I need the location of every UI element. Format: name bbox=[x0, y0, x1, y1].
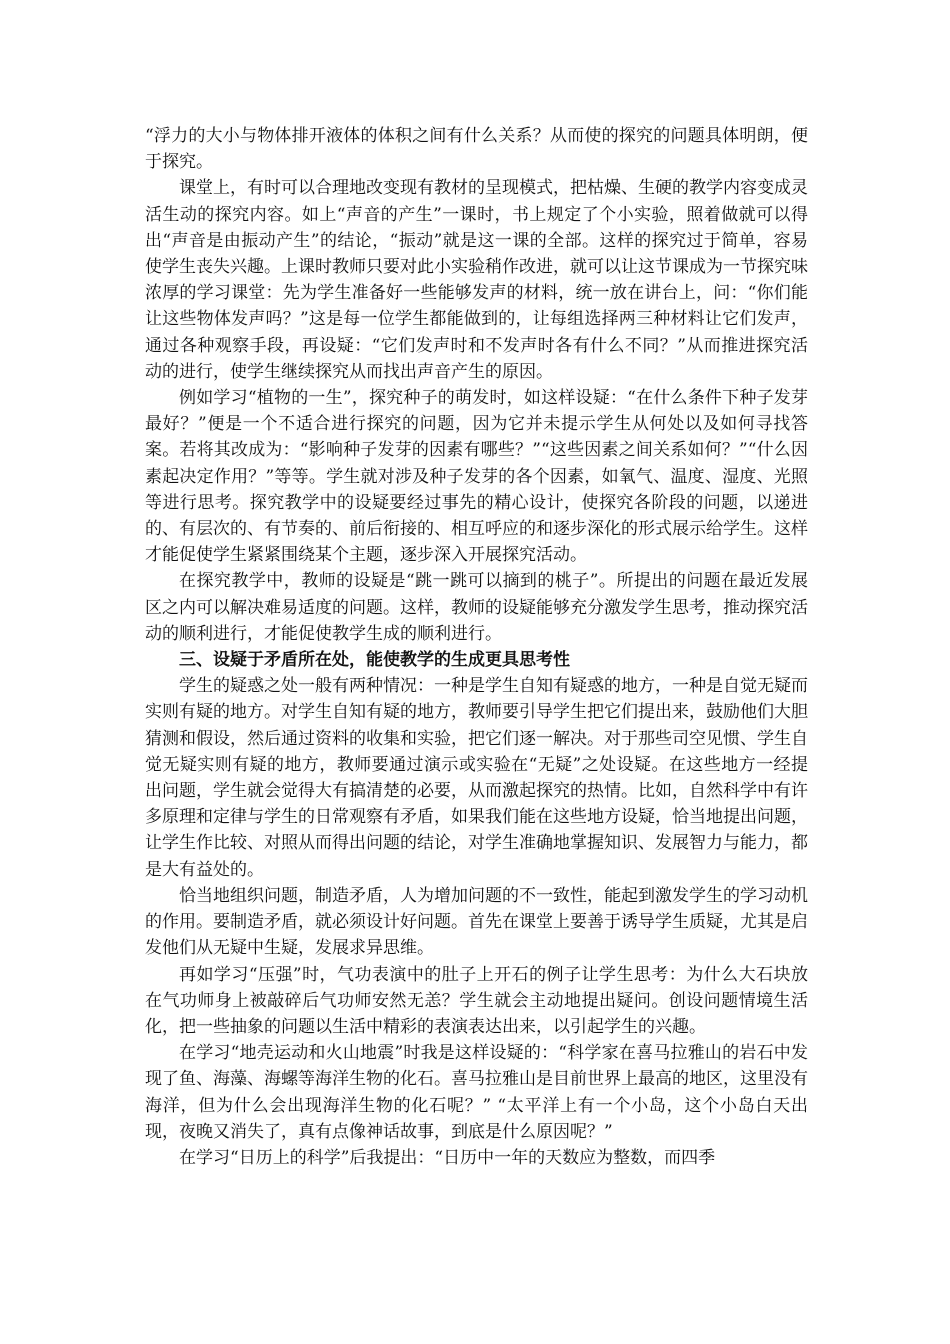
document-page bbox=[145, 123, 808, 1171]
paragraph: 例如学习“植物的一生”，探究种子的萌发时，如这样设疑：“在什么条件下种子发芽最好？”便是一个不适合进行探究的问题，因为它并未提示学生从何处以及如何寻找答案。若将其改成为：“影响种子发芽的因素有哪些？”“这些因素之间关系如何？”“什么因素起决定作用？”等等。学生就对涉及种子发芽的各个因素，如氧气、温度、湿度、光照等进行思考。探究教学中的设疑要经过事先的精心设计，使探究各阶段的问题，以递进的、有层次的、有节奏的、前后衔接的、相互呼应的和逐步深化的形式展示给学生。这样才能促使学生紧紧围绕某个主题，逐步深入开展探究活动。 bbox=[145, 388, 808, 566]
paragraph: 学生的疑惑之处一般有两种情况：一种是学生自知有疑惑的地方，一种是自觉无疑而实则有疑的地方。对学生自知有疑的地方，教师要引导学生把它们提出来，鼓励他们大胆猜测和假设，然后通过资料的收集和实验，把它们逐一解决。对于那些司空见惯、学生自觉无疑实则有疑的地方，教师要通过演示或实验在“无疑”之处设疑。在这些地方一经提出问题，学生就会觉得大有搞清楚的必要，从而激起探究的热情。比如，自然科学中有许多原理和定律与学生的日常观察有矛盾，如果我们能在这些地方设疑，恰当地提出问题，让学生作比较、对照从而得出问题的结论，对学生准确地掌握知识、发展智力与能力，都是大有益处的。 bbox=[145, 676, 808, 880]
paragraph: 在学习“地壳运动和火山地震”时我是这样设疑的：“科学家在喜马拉雅山的岩石中发现了鱼、海藻、海螺等海洋生物的化石。喜马拉雅山是目前世界上最高的地区，这里没有海洋，但为什么会出现海洋生物的化石呢？” “太平洋上有一个小岛，这个小岛白天出现，夜晚又消失了，真有点像神话故事，到底是什么原因呢？” bbox=[145, 1043, 808, 1142]
paragraph: 恰当地组织问题，制造矛盾，人为增加问题的不一致性，能起到激发学生的学习动机的作用。要制造矛盾，就必须设计好问题。首先在课堂上要善于诱导学生质疑，尤其是启发他们从无疑中生疑，发展求异思维。 bbox=[145, 885, 808, 959]
paragraph: 再如学习“压强”时，气功表演中的肚子上开石的例子让学生思考：为什么大石块放在气功师身上被敲碎后气功师安然无恙？学生就会主动地提出疑问。创设问题情境生活化，把一些抽象的问题以生活中精彩的表演表达出来，以引起学生的兴趣。 bbox=[145, 964, 808, 1037]
paragraph: 在探究教学中，教师的设疑是“跳一跳可以摘到的桃子”。所提出的问题在最近发展区之内可以解决难易适度的问题。这样，教师的设疑能够充分激发学生思考，推动探究活动的顺利进行，才能促使教学生成的顺利进行。 bbox=[145, 571, 808, 644]
paragraph: 在学习“日历上的科学”后我提出：“日历中一年的天数应为整数，而四季 bbox=[179, 1147, 716, 1168]
section-heading: 三、设疑于矛盾所在处，能使教学的生成更具思考性 bbox=[179, 650, 570, 671]
paragraph: 课堂上，有时可以合理地改变现有教材的呈现模式，把枯燥、生硬的教学内容变成灵活生动的探究内容。如上“声音的产生”一课时，书上规定了个小实验，照着做就可以得出“声音是由振动产生”的结论，“振动”就是这一课的全部。这样的探究过于简单，容易使学生丧失兴趣。上课时教师只要对此小实验稍作改进，就可以让这节课成为一节探究味浓厚的学习课堂：先为学生准备好一些能够发声的材料，统一放在讲台上，问：“你们能让这些物体发声吗？”这是每一位学生都能做到的，让每组选择两三种材料让它们发声，通过各种观察手段，再设疑：“它们发声时和不发声时各有什么不同？”从而推进探究活动的进行，使学生继续探究从而找出声音产生的原因。 bbox=[145, 178, 808, 382]
paragraph-continuation: “浮力的大小与物体排开液体的体积之间有什么关系？从而使的探究的问题具体明朗，便于探究。 bbox=[145, 126, 808, 173]
